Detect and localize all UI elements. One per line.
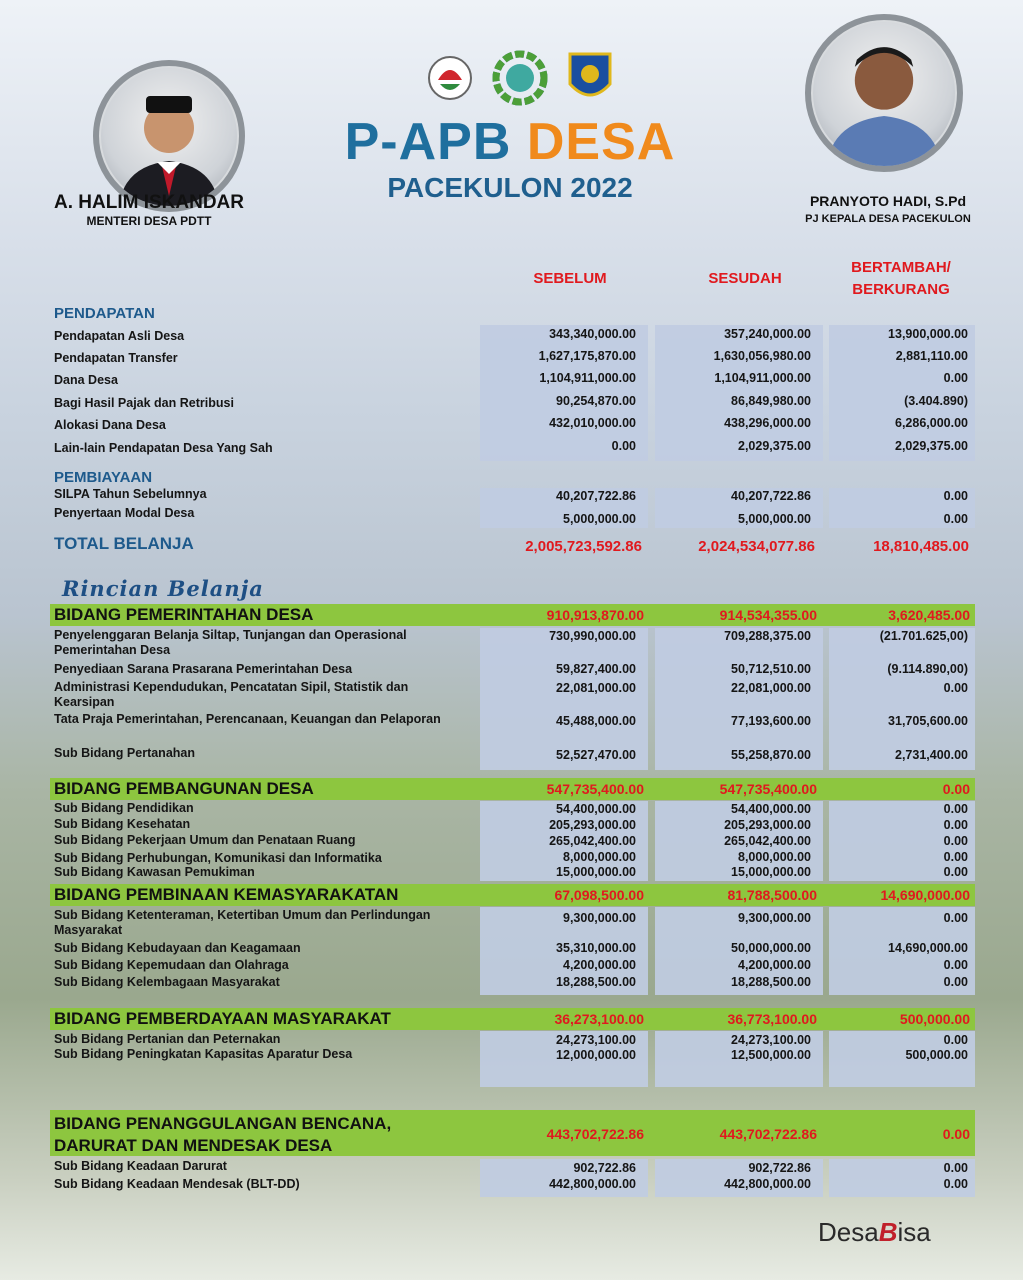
- page-subtitle: PACEKULON 2022: [387, 172, 633, 203]
- value-change: 0.00: [943, 1033, 968, 1047]
- value-change: 0.00: [943, 681, 968, 695]
- row-label: Sub Bidang Kelembagaan Masyarakat: [54, 975, 280, 989]
- row-label: Sub Bidang Pendidikan: [54, 801, 194, 815]
- value-after: 4,200,000.00: [738, 958, 811, 972]
- value-after: 8,000,000.00: [738, 850, 811, 864]
- value-after: 86,849,980.00: [731, 394, 811, 408]
- value-before: 442,800,000.00: [549, 1177, 636, 1191]
- value-change: 6,286,000.00: [895, 416, 968, 430]
- value-after: 12,500,000.00: [731, 1048, 811, 1062]
- value-before: 15,000,000.00: [556, 865, 636, 879]
- row-label: Sub Bidang Ketenteraman, Ketertiban Umum dan Perlindungan Masyarakat: [54, 908, 431, 937]
- kabupaten-emblem-icon: [566, 50, 614, 106]
- value-before: 35,310,000.00: [556, 941, 636, 955]
- value-change: 13,900,000.00: [888, 327, 968, 341]
- row-label: Sub Bidang Kepemudaan dan Olahraga: [54, 958, 289, 972]
- bidang-total-after: 36,773,100.00: [727, 1011, 817, 1027]
- value-change: 2,881,110.00: [895, 349, 968, 363]
- row-label: Tata Praja Pemerintahan, Perencanaan, Keuangan dan Pelaporan: [54, 712, 441, 726]
- value-after: 902,722.86: [748, 1161, 811, 1175]
- row-label: Sub Bidang Keadaan Darurat: [54, 1159, 227, 1173]
- row-label: Lain-lain Pendapatan Desa Yang Sah: [54, 441, 273, 455]
- section-pembiayaan-title: PEMBIAYAAN: [54, 469, 153, 486]
- bidang-total-after: 547,735,400.00: [719, 781, 817, 797]
- total-belanja-after: 2,024,534,077.86: [698, 538, 815, 555]
- bidang-total-change: 14,690,000.00: [880, 887, 970, 903]
- value-after: 50,712,510.00: [731, 662, 811, 676]
- value-after: 265,042,400.00: [724, 834, 811, 848]
- person-silhouette-icon: [99, 66, 239, 206]
- value-after: 54,400,000.00: [731, 802, 811, 816]
- column-header-after: SESUDAH: [708, 270, 782, 287]
- value-change: 31,705,600.00: [888, 714, 968, 728]
- value-after: 24,273,100.00: [731, 1033, 811, 1047]
- value-after: 22,081,000.00: [731, 681, 811, 695]
- row-label: Penyediaan Sarana Prasarana Pemerintahan Desa: [54, 662, 353, 676]
- value-before: 59,827,400.00: [556, 662, 636, 676]
- value-before: 205,293,000.00: [549, 818, 636, 832]
- value-after: 1,630,056,980.00: [713, 349, 811, 363]
- desabisa-logo: DesaBisa: [818, 1217, 931, 1247]
- bidang-total-change: 0.00: [942, 1126, 970, 1142]
- value-change: 500,000.00: [905, 1048, 968, 1062]
- value-change: 0.00: [943, 865, 968, 879]
- row-label: Sub Bidang Kesehatan: [54, 817, 191, 831]
- bidang-total-after: 81,788,500.00: [727, 887, 817, 903]
- value-change: 0.00: [943, 834, 968, 848]
- value-change: 0.00: [943, 818, 968, 832]
- bidang-total-change: 500,000.00: [899, 1011, 970, 1027]
- row-label: Sub Bidang Kawasan Pemukiman: [54, 865, 255, 879]
- row-label: Penyertaan Modal Desa: [54, 506, 195, 520]
- column-header-change: BERTAMBAH/ BERKURANG: [851, 259, 951, 298]
- value-after: 709,288,375.00: [724, 629, 811, 643]
- bidang-title: BIDANG PEMBINAAN KEMASYARAKATAN: [54, 885, 399, 904]
- row-label: Penyelenggaran Belanja Siltap, Tunjangan dan Operasional Pemerintahan Desa: [54, 628, 407, 657]
- left-portrait: [93, 60, 245, 212]
- value-before: 90,254,870.00: [556, 394, 636, 408]
- value-after: 357,240,000.00: [724, 327, 811, 341]
- row-label: Sub Bidang Peningkatan Kapasitas Aparatur Desa: [54, 1047, 353, 1061]
- bidang-title-line: BIDANG PENANGGULANGAN BENCANA,: [54, 1114, 392, 1133]
- value-before: 265,042,400.00: [549, 834, 636, 848]
- row-label: Administrasi Kependudukan, Pencatatan Sipil, Statistik dan Kearsipan: [54, 680, 409, 709]
- value-before: 54,400,000.00: [556, 802, 636, 816]
- right-person-role: PJ KEPALA DESA PACEKULON: [805, 213, 971, 225]
- value-before: 730,990,000.00: [549, 629, 636, 643]
- value-after: 77,193,600.00: [731, 714, 811, 728]
- value-change: (9.114.890,00): [887, 662, 968, 676]
- value-change: (21.701.625,00): [879, 629, 968, 643]
- value-change: (3.404.890): [904, 394, 968, 408]
- value-before: 4,200,000.00: [563, 958, 636, 972]
- value-change: 0.00: [943, 975, 968, 989]
- right-portrait: [805, 14, 963, 172]
- value-before: 0.00: [611, 439, 636, 453]
- row-label: SILPA Tahun Sebelumnya: [54, 487, 207, 501]
- value-before: 40,207,722.86: [556, 489, 636, 503]
- value-after: 5,000,000.00: [738, 512, 811, 526]
- row-label: Sub Bidang Pertanian dan Peternakan: [54, 1032, 281, 1046]
- value-before: 24,273,100.00: [556, 1033, 636, 1047]
- value-change: 2,029,375.00: [895, 439, 968, 453]
- bidang-total-before: 910,913,870.00: [546, 607, 644, 623]
- bidang-title: [54, 1113, 391, 1157]
- row-label: Bagi Hasil Pajak dan Retribusi: [54, 396, 234, 410]
- section-pendapatan-title: PENDAPATAN: [54, 305, 155, 322]
- value-before: 12,000,000.00: [556, 1048, 636, 1062]
- value-change: 2,731,400.00: [895, 748, 968, 762]
- bidang-total-change: 3,620,485.00: [888, 607, 970, 623]
- value-before: 52,527,470.00: [556, 748, 636, 762]
- value-before: 9,300,000.00: [563, 911, 636, 925]
- value-before: 45,488,000.00: [556, 714, 636, 728]
- sdgs-desa-logo-icon: [492, 50, 548, 106]
- bidang-total-before: 67,098,500.00: [554, 887, 644, 903]
- value-before: 5,000,000.00: [563, 512, 636, 526]
- bidang-total-after: 914,534,355.00: [719, 607, 817, 623]
- value-change: 0.00: [943, 802, 968, 816]
- total-belanja-label: TOTAL BELANJA: [54, 534, 194, 553]
- value-change: 0.00: [943, 489, 968, 503]
- row-label: Sub Bidang Keadaan Mendesak (BLT-DD): [54, 1177, 300, 1191]
- value-before: 902,722.86: [573, 1161, 636, 1175]
- row-label: Dana Desa: [54, 373, 118, 387]
- row-label: Pendapatan Asli Desa: [54, 329, 185, 343]
- bidang-title: BIDANG PEMERINTAHAN DESA: [54, 605, 314, 624]
- rincian-belanja-title: Rincian Belanja: [62, 576, 264, 601]
- value-after: 2,029,375.00: [738, 439, 811, 453]
- value-after: 18,288,500.00: [731, 975, 811, 989]
- column-header-before: SEBELUM: [533, 270, 607, 287]
- value-change: 14,690,000.00: [888, 941, 968, 955]
- row-label: Sub Bidang Perhubungan, Komunikasi dan Informatika: [54, 851, 382, 865]
- row-label: Sub Bidang Pertanahan: [54, 746, 195, 760]
- total-belanja-before: 2,005,723,592.86: [525, 538, 642, 555]
- row-label: Sub Bidang Kebudayaan dan Keagamaan: [54, 941, 301, 955]
- value-change: 0.00: [943, 512, 968, 526]
- value-after: 442,800,000.00: [724, 1177, 811, 1191]
- value-after: 40,207,722.86: [731, 489, 811, 503]
- value-after: 15,000,000.00: [731, 865, 811, 879]
- row-label: Alokasi Dana Desa: [54, 418, 166, 432]
- value-before: 343,340,000.00: [549, 327, 636, 341]
- bidang-title: BIDANG PEMBANGUNAN DESA: [54, 779, 314, 798]
- bidang-total-before: 547,735,400.00: [546, 781, 644, 797]
- value-after: 205,293,000.00: [724, 818, 811, 832]
- value-before: 18,288,500.00: [556, 975, 636, 989]
- bidang-total-change: 0.00: [942, 781, 970, 797]
- bidang-title-line: DARURAT DAN MENDESAK DESA: [54, 1136, 333, 1155]
- bidang-total-before: 443,702,722.86: [546, 1126, 644, 1142]
- bidang-total-after: 443,702,722.86: [719, 1126, 817, 1142]
- value-before: 1,627,175,870.00: [538, 349, 636, 363]
- value-change: 0.00: [943, 958, 968, 972]
- bidang-title: BIDANG PEMBERDAYAAN MASYARAKAT: [54, 1009, 391, 1028]
- value-after: 9,300,000.00: [738, 911, 811, 925]
- value-change: 0.00: [943, 1161, 968, 1175]
- value-before: 432,010,000.00: [549, 416, 636, 430]
- person-silhouette-icon: [811, 20, 957, 166]
- bidang-total-before: 36,273,100.00: [554, 1011, 644, 1027]
- total-belanja-change: 18,810,485.00: [873, 538, 969, 555]
- value-change: 0.00: [943, 371, 968, 385]
- row-label: Sub Bidang Pekerjaan Umum dan Penataan Ruang: [54, 833, 356, 847]
- value-before: 1,104,911,000.00: [539, 371, 636, 385]
- value-after: 438,296,000.00: [724, 416, 811, 430]
- page-title: P-APB DESA: [344, 113, 676, 171]
- left-person-name: A. HALIM ISKANDAR: [54, 192, 244, 213]
- value-change: 0.00: [943, 1177, 968, 1191]
- value-change: 0.00: [943, 911, 968, 925]
- value-before: 8,000,000.00: [563, 850, 636, 864]
- kemendesa-logo-icon: [426, 52, 474, 108]
- value-after: 1,104,911,000.00: [714, 371, 811, 385]
- value-change: 0.00: [943, 850, 968, 864]
- left-person-role: MENTERI DESA PDTT: [86, 214, 212, 228]
- value-before: 22,081,000.00: [556, 681, 636, 695]
- right-person-name: PRANYOTO HADI, S.Pd: [809, 193, 967, 209]
- value-after: 55,258,870.00: [731, 748, 811, 762]
- value-after: 50,000,000.00: [731, 941, 811, 955]
- row-label: Pendapatan Transfer: [54, 351, 178, 365]
